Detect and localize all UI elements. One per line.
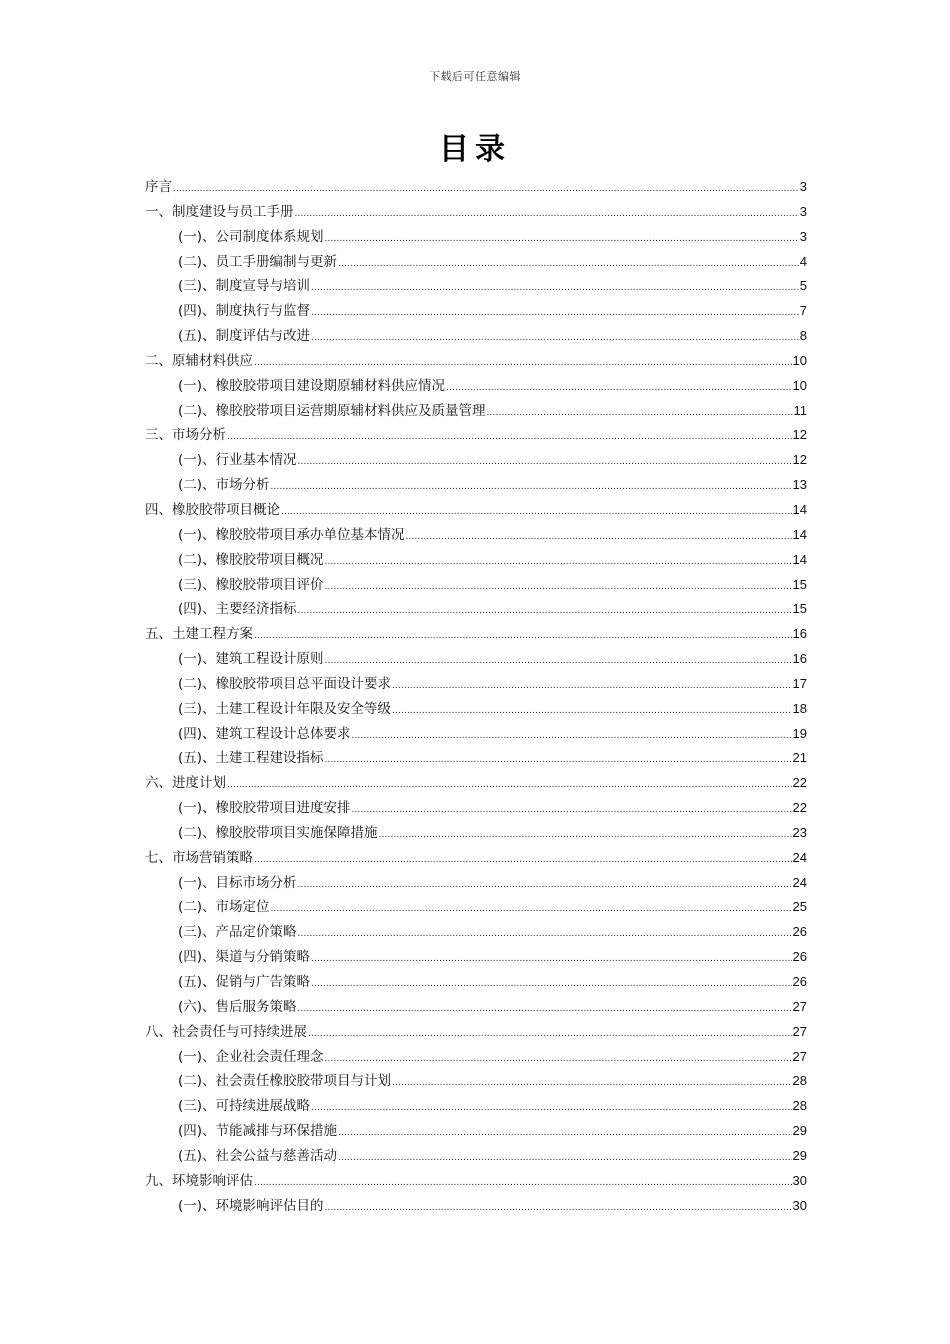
toc-dot-leader bbox=[298, 597, 792, 624]
toc-entry-label: 序言 bbox=[145, 179, 172, 195]
toc-page-number: 26 bbox=[792, 949, 807, 965]
toc-section-entry[interactable] bbox=[145, 299, 807, 324]
toc-section-entry[interactable] bbox=[145, 324, 807, 349]
toc-dot-leader bbox=[311, 945, 791, 972]
toc-dot-leader bbox=[173, 175, 799, 202]
toc-dot-leader bbox=[227, 423, 792, 450]
toc-dot-leader bbox=[311, 274, 799, 301]
toc-section-entry[interactable] bbox=[145, 548, 807, 573]
toc-page-number: 14 bbox=[792, 526, 807, 542]
toc-dot-leader bbox=[311, 299, 799, 326]
toc-page-number: 13 bbox=[792, 477, 807, 493]
toc-dot-leader bbox=[325, 647, 792, 674]
toc-page-number: 29 bbox=[792, 1123, 807, 1139]
toc-dot-leader bbox=[281, 498, 792, 525]
toc-section-entry[interactable] bbox=[145, 945, 807, 970]
toc-page-number: 28 bbox=[792, 1073, 807, 1089]
toc-page-number: 29 bbox=[792, 1147, 807, 1163]
toc-dot-leader bbox=[311, 324, 799, 351]
toc-page-number: 27 bbox=[792, 1048, 807, 1064]
toc-dot-leader bbox=[406, 523, 792, 550]
toc-entry-label: (二)、橡胶胶带项目总平面设计要求 bbox=[178, 675, 392, 692]
toc-entry-label: (一)、橡胶胶带项目建设期原辅材料供应情况 bbox=[178, 377, 446, 394]
toc-entry-label: 三、市场分析 bbox=[145, 427, 226, 444]
toc-page-number: 14 bbox=[792, 501, 807, 517]
toc-entry-label: (三)、制度宣导与培训 bbox=[178, 278, 311, 295]
toc-entry-label: (五)、促销与广告策略 bbox=[178, 974, 311, 990]
toc-page-number: 15 bbox=[792, 601, 807, 617]
toc-section-entry[interactable] bbox=[145, 746, 807, 771]
toc-dot-leader bbox=[325, 746, 792, 773]
toc-entry-label: (四)、渠道与分销策略 bbox=[178, 949, 311, 966]
toc-page-number: 26 bbox=[792, 974, 807, 989]
toc-section-entry[interactable] bbox=[145, 1119, 807, 1144]
toc-entry-label: (三)、产品定价策略 bbox=[178, 924, 297, 941]
toc-page-number: 14 bbox=[792, 551, 807, 567]
toc-dot-leader bbox=[271, 895, 792, 922]
toc-page-number: 22 bbox=[792, 775, 807, 791]
toc-section-entry[interactable] bbox=[145, 1144, 807, 1169]
toc-entry-label: (一)、建筑工程设计原则 bbox=[178, 651, 324, 668]
toc-page-number: 12 bbox=[792, 452, 807, 468]
toc-entry-label: (三)、橡胶胶带项目评价 bbox=[178, 576, 324, 593]
toc-chapter-entry[interactable] bbox=[145, 423, 807, 448]
toc-section-entry[interactable] bbox=[145, 225, 807, 250]
toc-page-number: 3 bbox=[799, 228, 807, 244]
toc-entry-label: 七、市场营销策略 bbox=[145, 849, 253, 866]
toc-dot-leader bbox=[295, 200, 799, 227]
toc-chapter-entry[interactable] bbox=[145, 1169, 807, 1194]
toc-dot-leader bbox=[338, 1144, 791, 1171]
toc-entry-label: (四)、节能减排与环保措施 bbox=[178, 1123, 338, 1140]
toc-page-number: 24 bbox=[792, 874, 807, 890]
toc-page-number: 3 bbox=[799, 179, 807, 194]
page-title: 目录 bbox=[439, 132, 511, 167]
toc-page-number: 27 bbox=[792, 1023, 807, 1039]
toc-entry-label: 九、环境影响评估 bbox=[145, 1172, 253, 1189]
toc-entry-label: (一)、目标市场分析 bbox=[178, 874, 297, 891]
toc-entry-label: (三)、土建工程设计年限及安全等级 bbox=[178, 700, 392, 717]
toc-dot-leader bbox=[254, 1169, 792, 1196]
toc-entry-label: (二)、橡胶胶带项目实施保障措施 bbox=[178, 824, 378, 841]
toc-section-entry[interactable] bbox=[145, 871, 807, 896]
toc-dot-leader bbox=[325, 225, 799, 252]
toc-entry-label: (一)、环境影响评估目的 bbox=[178, 1197, 324, 1214]
toc-entry-label: (一)、企业社会责任理念 bbox=[178, 1048, 324, 1065]
toc-dot-leader bbox=[325, 1045, 792, 1072]
toc-entry-label: (一)、橡胶胶带项目进度安排 bbox=[178, 800, 351, 817]
toc-chapter-entry[interactable] bbox=[145, 498, 807, 523]
toc-entry-label: (四)、制度执行与监督 bbox=[178, 303, 311, 320]
toc-dot-leader bbox=[338, 1119, 791, 1146]
toc-page-number: 30 bbox=[792, 1172, 807, 1188]
toc-entry-label: 四、橡胶胶带项目概论 bbox=[145, 501, 280, 518]
toc-entry-label: 五、土建工程方案 bbox=[145, 626, 253, 643]
toc-dot-leader bbox=[446, 374, 791, 401]
toc-dot-leader bbox=[325, 1194, 792, 1221]
toc-dot-leader bbox=[338, 250, 799, 277]
toc-section-entry[interactable] bbox=[145, 1045, 807, 1070]
toc-page-number: 10 bbox=[792, 352, 807, 368]
toc-section-entry[interactable] bbox=[145, 523, 807, 548]
toc-entry-label: (一)、橡胶胶带项目承办单位基本情况 bbox=[178, 526, 405, 543]
toc-dot-leader bbox=[254, 622, 792, 649]
toc-page-number: 8 bbox=[799, 328, 807, 344]
toc-page-number: 4 bbox=[799, 253, 807, 269]
toc-entry-label: (二)、社会责任橡胶胶带项目与计划 bbox=[178, 1073, 392, 1090]
toc-dot-leader bbox=[487, 399, 793, 426]
toc-page-number: 28 bbox=[792, 1098, 807, 1114]
toc-entry-label: 六、进度计划 bbox=[145, 775, 226, 792]
toc-section-entry[interactable] bbox=[145, 448, 807, 473]
toc-section-entry[interactable] bbox=[145, 374, 807, 399]
toc-entry-label: 一、制度建设与员工手册 bbox=[145, 203, 294, 220]
toc-entry-label: (一)、行业基本情况 bbox=[178, 452, 297, 469]
toc-page-number: 7 bbox=[799, 303, 807, 319]
toc-section-entry[interactable] bbox=[145, 920, 807, 945]
toc-page-number: 22 bbox=[792, 800, 807, 816]
toc-entry-label: (一)、公司制度体系规划 bbox=[178, 228, 324, 245]
toc-section-entry[interactable] bbox=[145, 597, 807, 622]
toc-section-entry[interactable] bbox=[145, 995, 807, 1020]
toc-page-number: 3 bbox=[799, 203, 807, 219]
toc-dot-leader bbox=[227, 771, 792, 798]
toc-page-number: 27 bbox=[792, 998, 807, 1014]
toc-entry-label: (四)、主要经济指标 bbox=[178, 601, 297, 618]
toc-page-number: 5 bbox=[799, 278, 807, 294]
toc-entry-label: (二)、市场定位 bbox=[178, 899, 270, 916]
toc-entry-label: (三)、可持续进展战略 bbox=[178, 1098, 311, 1115]
toc-section-entry[interactable] bbox=[145, 821, 807, 846]
toc-section-entry[interactable] bbox=[145, 895, 807, 920]
table-of-contents bbox=[145, 175, 807, 1218]
toc-entry-label: (四)、建筑工程设计总体要求 bbox=[178, 725, 351, 742]
toc-entry-label: (五)、社会公益与慈善活动 bbox=[178, 1147, 338, 1164]
toc-entry-label: (五)、土建工程建设指标 bbox=[178, 750, 324, 767]
toc-dot-leader bbox=[254, 349, 792, 376]
toc-dot-leader bbox=[298, 871, 792, 898]
toc-entry-label: (六)、售后服务策略 bbox=[178, 998, 297, 1015]
toc-dot-leader bbox=[352, 722, 792, 749]
toc-chapter-entry[interactable] bbox=[145, 771, 807, 796]
header-note: 下载后可任意编辑 bbox=[429, 70, 521, 83]
toc-chapter-entry[interactable] bbox=[145, 622, 807, 647]
toc-page-number: 26 bbox=[792, 924, 807, 940]
toc-page-number: 12 bbox=[792, 427, 807, 443]
toc-page-number: 17 bbox=[792, 675, 807, 691]
toc-page-number: 16 bbox=[792, 651, 807, 667]
toc-page-number: 15 bbox=[792, 576, 807, 592]
toc-entry-label: (二)、橡胶胶带项目概况 bbox=[178, 551, 324, 568]
toc-page-number: 16 bbox=[792, 626, 807, 642]
toc-section-entry[interactable] bbox=[145, 1094, 807, 1119]
toc-section-entry[interactable] bbox=[145, 1069, 807, 1094]
toc-section-entry[interactable] bbox=[145, 647, 807, 672]
toc-dot-leader bbox=[379, 821, 792, 848]
toc-entry-label: (二)、市场分析 bbox=[178, 477, 270, 494]
toc-page-number: 10 bbox=[792, 377, 807, 393]
toc-section-entry[interactable] bbox=[145, 573, 807, 598]
toc-page-number: 30 bbox=[792, 1197, 807, 1213]
toc-chapter-entry[interactable] bbox=[145, 349, 807, 374]
toc-page-number: 21 bbox=[792, 750, 807, 766]
toc-dot-leader bbox=[392, 697, 791, 724]
toc-dot-leader bbox=[311, 970, 791, 997]
toc-section-entry[interactable] bbox=[145, 970, 807, 995]
toc-entry-label: (二)、员工手册编制与更新 bbox=[178, 253, 338, 270]
toc-dot-leader bbox=[392, 672, 791, 699]
toc-section-entry[interactable] bbox=[145, 697, 807, 722]
toc-dot-leader bbox=[298, 448, 792, 475]
toc-section-entry[interactable] bbox=[145, 1194, 807, 1219]
toc-section-entry[interactable] bbox=[145, 473, 807, 498]
toc-section-entry[interactable] bbox=[145, 672, 807, 697]
toc-chapter-entry[interactable] bbox=[145, 175, 807, 200]
toc-page-number: 25 bbox=[792, 899, 807, 915]
toc-chapter-entry[interactable] bbox=[145, 1020, 807, 1045]
toc-dot-leader bbox=[298, 920, 792, 947]
toc-dot-leader bbox=[325, 573, 792, 600]
toc-dot-leader bbox=[298, 995, 792, 1022]
toc-page-number: 19 bbox=[792, 725, 807, 741]
toc-entry-label: (二)、橡胶胶带项目运营期原辅材料供应及质量管理 bbox=[178, 402, 486, 419]
toc-dot-leader bbox=[352, 796, 792, 823]
toc-section-entry[interactable] bbox=[145, 722, 807, 747]
toc-entry-label: 八、社会责任与可持续进展 bbox=[145, 1023, 307, 1040]
toc-page-number: 23 bbox=[792, 824, 807, 840]
toc-dot-leader bbox=[271, 473, 792, 500]
toc-dot-leader bbox=[308, 1020, 792, 1047]
toc-dot-leader bbox=[254, 846, 792, 873]
toc-dot-leader bbox=[311, 1094, 791, 1121]
toc-page-number: 18 bbox=[792, 700, 807, 716]
toc-section-entry[interactable] bbox=[145, 250, 807, 275]
toc-dot-leader bbox=[392, 1069, 791, 1096]
toc-entry-label: 二、原辅材料供应 bbox=[145, 352, 253, 369]
toc-chapter-entry[interactable] bbox=[145, 846, 807, 871]
toc-dot-leader bbox=[325, 548, 792, 575]
toc-page-number: 24 bbox=[792, 849, 807, 865]
toc-section-entry[interactable] bbox=[145, 796, 807, 821]
toc-section-entry[interactable] bbox=[145, 274, 807, 299]
toc-chapter-entry[interactable] bbox=[145, 200, 807, 225]
toc-section-entry[interactable] bbox=[145, 399, 807, 424]
toc-entry-label: (五)、制度评估与改进 bbox=[178, 328, 311, 345]
toc-page-number: 11 bbox=[793, 402, 807, 418]
